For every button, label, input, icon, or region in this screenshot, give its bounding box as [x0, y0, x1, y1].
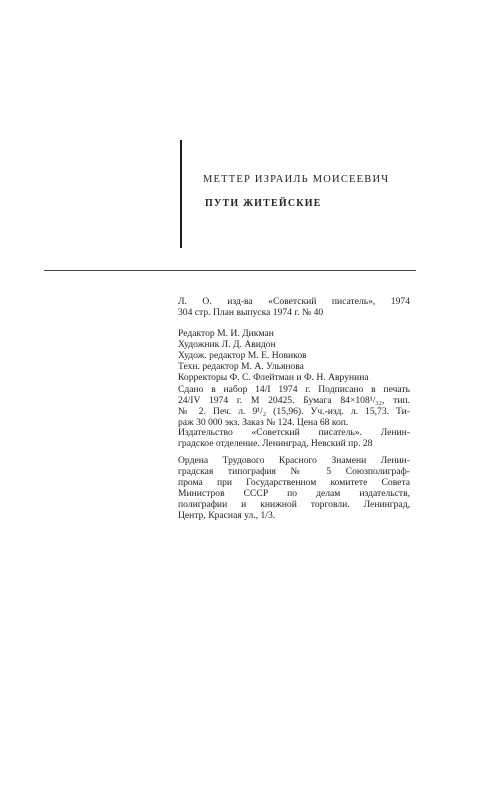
author-name: МЕТТЕР ИЗРАИЛЬ МОИСЕЕВИЧ	[203, 174, 390, 185]
credit-line: Редактор М. И. Дикман	[178, 328, 274, 339]
publisher-line: градское отделение. Ленинград, Невский пр. 28	[178, 438, 373, 449]
publisher-line: Издательство «Советский писатель». Ленин-	[178, 427, 410, 438]
credit-line: Художник Л. Д. Авидон	[178, 339, 276, 350]
publication-line: 304 стр. План выпуска 1974 г. № 40	[178, 307, 324, 318]
credit-line: Техн. редактор М. А. Ульянова	[178, 361, 304, 372]
printer-line: Министров СССР по делам издательств,	[178, 488, 410, 499]
print-specs	[178, 384, 410, 428]
credit-line: Корректоры Ф. С. Флейтман и Ф. Н. Аврунина	[178, 372, 369, 383]
printer-line: прома при Государственном комитете Совета	[178, 477, 410, 488]
spec-line: 24/IV 1974 г. М 20425. Бумага 84×108¹/₃₂, тип.	[178, 395, 410, 406]
spec-line: № 2. Печ. л. 9¹/₂ (15,96). Уч.-изд. л. 15,73. Ти-	[178, 406, 410, 417]
publisher-info	[178, 427, 410, 449]
printer-line: градская типография № 5 Союзполиграф-	[178, 466, 410, 477]
printer-line: полиграфии и книжной торговли. Ленинград,	[178, 499, 410, 510]
vertical-rule	[180, 140, 182, 248]
spec-line: раж 30 000 экз. Заказ № 124. Цена 68 коп.	[178, 417, 349, 428]
printer-info	[178, 455, 410, 521]
publication-info	[178, 296, 410, 318]
book-title: ПУТИ ЖИТЕЙСКИЕ	[205, 198, 322, 209]
horizontal-rule	[44, 270, 416, 271]
publication-line: Л. О. изд-ва «Советский писатель», 1974	[178, 296, 410, 307]
printer-line: Ордена Трудового Красного Знамени Ленин-	[178, 455, 410, 466]
credits	[178, 328, 410, 383]
spec-line: Сдано в набор 14/I 1974 г. Подписано в печать	[178, 384, 410, 395]
printer-line: Центр, Красная ул., 1/3.	[178, 510, 276, 521]
credit-line: Худож. редактор М. Е. Новиков	[178, 350, 307, 361]
